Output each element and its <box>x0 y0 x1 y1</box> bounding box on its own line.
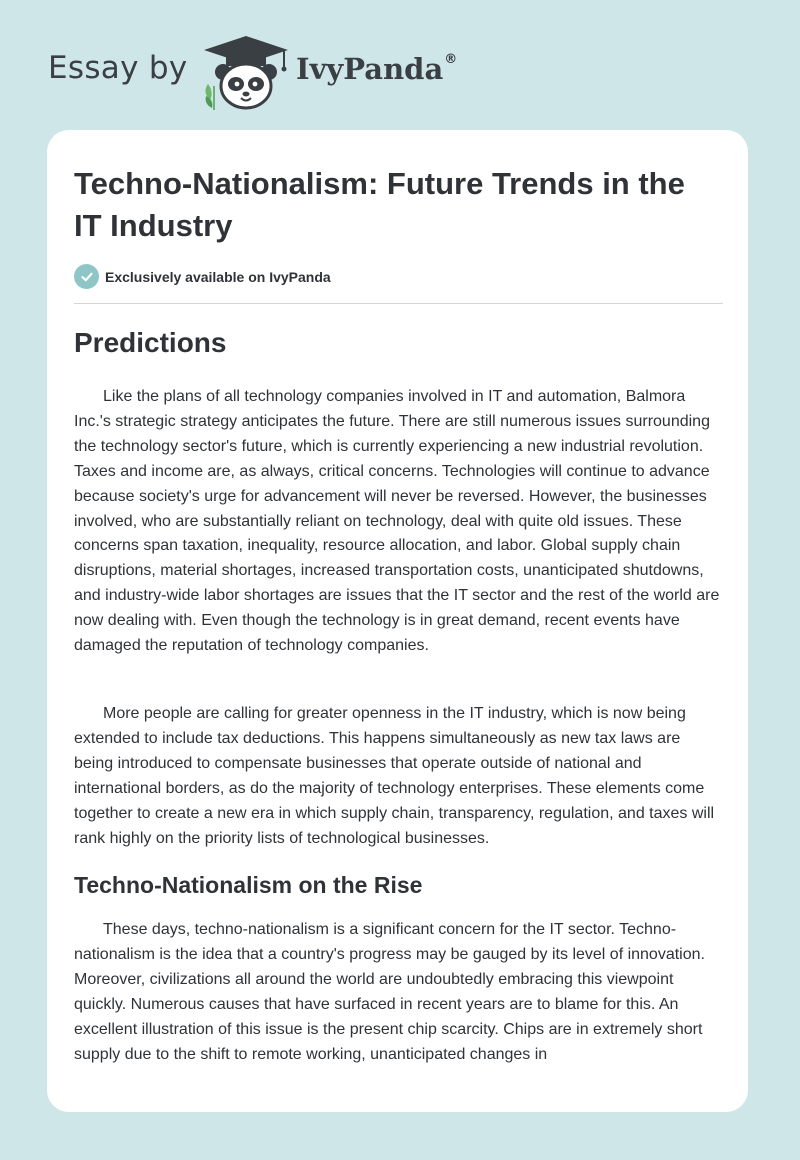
checkmark-icon <box>74 264 99 289</box>
essay-title: Techno-Nationalism: Future Trends in the IT Industry <box>74 166 685 243</box>
paragraph: Like the plans of all technology companies involved in IT and automation, Balmora Inc.'s strategic strategy anticipates the future. There are still numerous issues surrounding the technology sector's future, which is currently experiencing a new industrial revolution. Taxes and income are, as always, critical concerns. Technologies will continue to advance because society's urge for advancement will never be reversed. However, the businesses involved, who are substantially reliant on technology, deal with quite old issues. These concerns span taxation, inequality, resource allocation, and labor. Global supply chain disruptions, material shortages, increased transportation costs, unanticipated shutdowns, and industry-wide labor shortages are issues that the IT sector and the rest of the world are now dealing with. Even though the technology is in great demand, recent events have damaged the reputation of technology companies. <box>74 388 720 655</box>
site-header <box>0 0 800 130</box>
brand-name: IvyPanda <box>296 52 444 86</box>
divider <box>74 303 723 304</box>
paragraph: More people are calling for greater openness in the IT industry, which is now being extended to include tax deductions. This happens simultaneously as new tax laws are being introduced to compensate businesses that operate outside of national and international borders, as do the majority of technology enterprises. These elements come together to create a new era in which supply chain, transparency, regulation, and taxes will rank highly on the priority lists of technological businesses. <box>74 705 715 847</box>
section-heading-techno-nationalism: Techno-Nationalism on the Rise <box>74 872 423 898</box>
panda-graduate-logo-icon[interactable] <box>200 34 292 110</box>
exclusive-label: Exclusively available on IvyPanda <box>105 268 331 285</box>
registered-mark: ® <box>444 52 458 67</box>
essay-card <box>47 130 748 1112</box>
section-heading-predictions: Predictions <box>74 327 227 358</box>
essay-by-label: Essay by <box>48 50 188 86</box>
ivypanda-wordmark[interactable] <box>296 52 457 86</box>
paragraph: These days, techno-nationalism is a significant concern for the IT sector. Techno-nationalism is the idea that a country's progress may be gauged by its level of innovation. Moreover, civilizations all around the world are undoubtedly embracing this viewpoint quickly. Numerous causes that have surfaced in recent years are to blame for this. An excellent illustration of this issue is the present chip scarcity. Chips are in extremely short supply due to the shift to remote working, unanticipated changes in <box>74 921 705 1063</box>
exclusive-badge <box>74 264 331 289</box>
